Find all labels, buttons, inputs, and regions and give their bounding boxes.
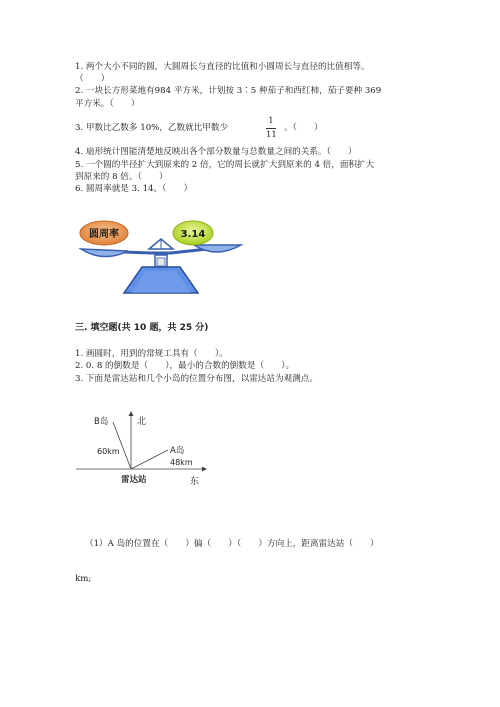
q3-fraction-denominator: 11 bbox=[266, 130, 277, 140]
scale-left-label: 圆周率 bbox=[89, 229, 119, 240]
q1-line2: （ ） bbox=[75, 74, 110, 84]
east-arrow-icon bbox=[202, 467, 207, 472]
q4-text: 4. 扇形统计图能清楚地反映出各个部分数量与总数量之间的关系。（ ） bbox=[75, 147, 357, 157]
line-to-b-island bbox=[113, 422, 131, 469]
q6-text: 6. 圆周率就是 3. 14。（ ） bbox=[75, 184, 193, 194]
left-pan bbox=[81, 249, 128, 257]
radar-position-map bbox=[72, 410, 212, 490]
fill-q3: 3. 下面是雷达站和几个小岛的位置分布图，以雷达站为观测点。 bbox=[75, 374, 318, 384]
north-arrow-icon bbox=[129, 411, 134, 416]
a-island-label: A岛 bbox=[170, 446, 185, 456]
sub-question-unit: km; bbox=[75, 574, 92, 584]
q5-line1: 5. 一个圆的半径扩大到原来的 2 倍，它的周长就扩大到原来的 4 倍，面积扩大 bbox=[75, 160, 375, 170]
q2-line2: 平方米。（ ） bbox=[75, 99, 140, 109]
line-to-a-island bbox=[131, 450, 168, 469]
b-island-label: B岛 bbox=[94, 417, 109, 427]
q3-text-after: 。（ ） bbox=[284, 123, 323, 133]
q3-fraction-bar bbox=[266, 128, 276, 129]
fill-q2: 2. 0. 8 的倒数是（ ），最小的合数的倒数是（ ）。 bbox=[75, 361, 295, 371]
scale-right-label: 3.14 bbox=[180, 229, 206, 240]
q2-line1: 2. 一块长方形菜地有984 平方米，计划按 3∶5 种茄子和西红柿，茄子要种 369 bbox=[75, 86, 382, 96]
b-distance-label: 60km bbox=[97, 447, 120, 456]
q3-text-before: 3. 甲数比乙数多 10%，乙数就比甲数少 bbox=[75, 123, 229, 133]
fill-q1: 1. 画圆时，用到的常规工具有（ ）。 bbox=[75, 349, 228, 359]
section-3-title: 三. 填空题(共 10 题，共 25 分) bbox=[75, 323, 209, 333]
sub-question-1: （1）A 岛的位置在（ ）偏（ ）（ ）方向上，距离雷达站（ ） bbox=[85, 539, 379, 549]
q3-fraction-numerator: 1 bbox=[268, 116, 274, 126]
a-distance-label: 48km bbox=[170, 458, 193, 467]
balance-scale-illustration bbox=[76, 215, 246, 305]
q5-line2: 到原来的 8 倍。（ ） bbox=[75, 172, 168, 182]
radar-station-label: 雷达站 bbox=[121, 475, 147, 485]
north-label: 北 bbox=[137, 417, 147, 427]
q1-line1: 1. 两个大小不同的圆，大圆周长与直径的比值和小圆周长与直径的比值相等。 bbox=[75, 62, 370, 72]
east-label: 东 bbox=[190, 477, 200, 487]
